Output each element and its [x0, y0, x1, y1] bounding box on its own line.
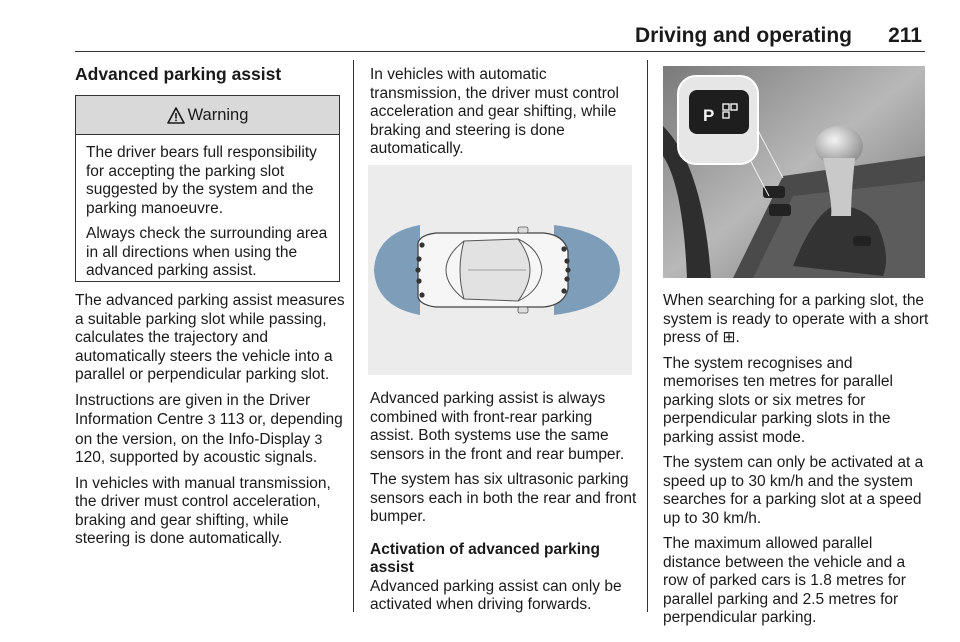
- col1-paragraph-3: In vehicles with manual transmission, the driver must control acceleration, braking and gear shifting, while steering is done automatically.: [75, 474, 331, 547]
- warning-header: [76, 96, 339, 135]
- parking-assist-button-icon: ⊞: [722, 329, 736, 346]
- col2-paragraph-4: Advanced parking assist can only be activated when driving forwards.: [370, 577, 622, 613]
- col3-paragraph-4: The maximum allowed parallel distance between the vehicle and a row of parked cars is 1.8 metres for parallel parking and 2.5 metres for perpendicular parking.: [663, 535, 906, 626]
- activation-subheading: Activation of advanced parking assist: [370, 540, 600, 576]
- page-ref-icon: 3: [207, 411, 216, 427]
- warning-box: [75, 95, 340, 282]
- parking-assist-button-label: P: [703, 106, 715, 125]
- col1-paragraph-1: The advanced parking assist measures a suitable parking slot while passing, calculates the trajectory and automatically steers the vehicle into a parallel or perpendicular parking slot.: [75, 292, 345, 383]
- col1-paragraph-2: Instructions are given in the Driver Information Centre 3 113 or, depending on the version, on the Info-Display 3 120, supported by acoustic signals.: [75, 391, 343, 466]
- col2-paragraph-2: Advanced parking assist is always combined with front-rear parking assist. Both systems use the same sensors in the front and rear bumper.: [370, 390, 625, 463]
- warning-triangle-icon: [167, 107, 185, 124]
- page-number: 211: [888, 24, 922, 47]
- gear-selector-console-image: [663, 66, 925, 278]
- running-header-title: Driving and operating: [634, 24, 852, 47]
- warning-body: [76, 135, 339, 281]
- section-title: Advanced parking assist: [75, 64, 282, 84]
- col2-paragraph-1: In vehicles with automatic transmission, the driver must control acceleration and gear shifting, while braking and steering is done automatically.: [370, 66, 619, 157]
- car-top-view-image: [368, 165, 632, 375]
- page-ref-icon: 3: [314, 430, 323, 447]
- column-divider-2: [647, 60, 648, 612]
- warning-paragraph-2: Always check the surrounding area in all directions when using the advanced parking assist.: [86, 225, 328, 279]
- column-3-text: [663, 292, 929, 635]
- console-photo: [663, 66, 925, 278]
- warning-paragraph-1: The driver bears full responsibility for accepting the parking slot suggested by the system and the parking manoeuvre.: [86, 144, 317, 217]
- col3-paragraph-2: The system recognises and memorises ten metres for parallel parking slots or six metres for perpendicular parking slots in the parking assist mode.: [663, 354, 893, 446]
- col3-paragraph-3: The system can only be activated at a speed up to 30 km/h and the system searches for a parking slot at a speed up to 30 km/h.: [663, 454, 924, 527]
- column-2-top-text: [370, 66, 638, 166]
- header-rule: [75, 51, 925, 52]
- warning-title: Warning: [187, 105, 249, 124]
- col3-paragraph-1: When searching for a parking slot, the system is ready to operate with a short press of ⊞.: [663, 292, 929, 346]
- parking-sensors-illustration: [368, 165, 632, 375]
- col2-paragraph-3: The system has six ultrasonic parking sensors each in both the rear and front bumper.: [370, 471, 637, 525]
- column-1-text: [75, 292, 347, 556]
- column-2-bottom-text: [370, 390, 638, 622]
- column-divider-1: [353, 60, 354, 612]
